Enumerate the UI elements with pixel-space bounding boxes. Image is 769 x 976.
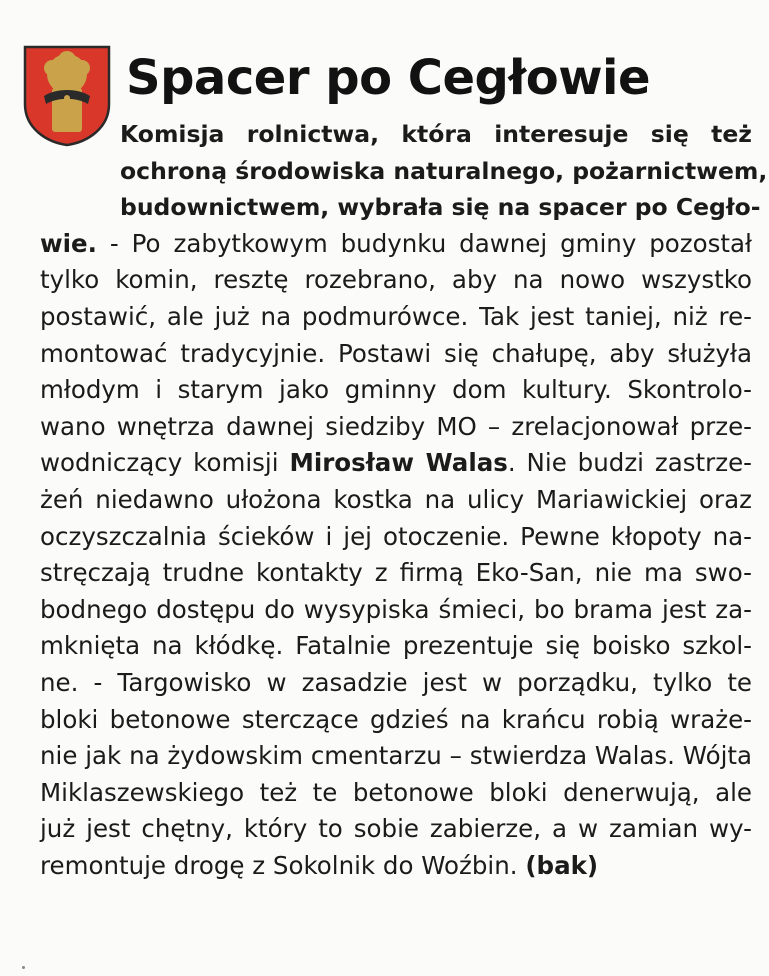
article-line [40,738,752,774]
bold-text: budownictwem, wybrała się na spacer po Cegło- [120,193,761,222]
body-text: wodniczący komisji [40,448,290,478]
body-text: tylko komin, resztę rozebrano, aby na nowo wszystko [40,265,752,295]
article-line [40,299,752,335]
article-line [40,628,752,664]
article-line [40,519,752,555]
article-line [40,665,752,701]
article-line [40,555,752,591]
article-line [40,262,752,298]
bold-text: ochroną środowiska naturalnego, pożarnictwem, [120,156,768,185]
body-text: Miklaszewskiego też te betonowe bloki denerwują, ale [40,777,752,807]
body-text: ne. - Targowisko w zasadzie jest w porządku, tylko te [40,668,752,697]
body-text: żeń niedawno ułożona kostka na ulicy Mariawickiej oraz [40,485,752,514]
article-line [40,811,752,847]
article-line [120,189,761,225]
body-text: bloki betonowe sterczące gdzieś na krańcu robią wraże- [40,704,752,734]
body-text: montować tradycyjnie. Postawi się chałupę, aby służyła [40,338,752,368]
article-line [120,153,768,189]
body-text: oczyszczalnia ścieków i jej otoczenie. Pewne kłopoty na- [40,521,752,551]
article-line [40,445,752,481]
article-line [40,226,752,262]
body-text: - Po zabytkowym budynku dawnej gminy pozostał [96,228,752,258]
bold-text: wie. [40,228,97,258]
article-line [40,409,752,445]
body-text: młodym i starym jako gminny dom kultury. Skontrolo- [40,375,752,405]
bold-text: Mirosław Walas [289,448,508,478]
article-line [40,848,752,884]
body-text: . Nie budzi zastrze- [507,448,752,478]
body-text: stręczają trudne kontakty z firmą Eko-San, nie ma swo- [40,558,752,588]
bold-text: Komisja rolnictwa, która interesuje się też [120,120,752,148]
body-text: postawić, ale już na podmurówce. Tak jest taniej, niż re- [40,302,752,331]
coat-of-arms-icon [22,44,112,148]
article-line [40,336,752,372]
article-line [40,775,752,811]
article-title: Spacer po Cegłowie [126,50,651,106]
article-line [120,116,752,152]
body-text: mknięta na kłódkę. Fatalnie prezentuje się boisko szkol- [40,631,752,661]
body-text: nie jak na żydowskim cmentarzu – stwierdza Walas. Wójta [40,741,752,771]
body-text: remontuje drogę z Sokolnik do Woźbin. [40,851,526,880]
article-line [40,372,752,408]
body-text: wano wnętrza dawnej siedziby MO – zrelacjonował prze- [40,411,752,441]
article-line [40,482,752,518]
print-speck [22,966,25,969]
bold-text: (bak) [525,851,599,880]
article-line [40,592,752,628]
article-line [40,702,752,738]
body-text: bodnego dostępu do wysypiska śmieci, bo brama jest za- [40,594,752,624]
body-text: już jest chętny, który to sobie zabierze, a w zamian wy- [40,814,752,844]
